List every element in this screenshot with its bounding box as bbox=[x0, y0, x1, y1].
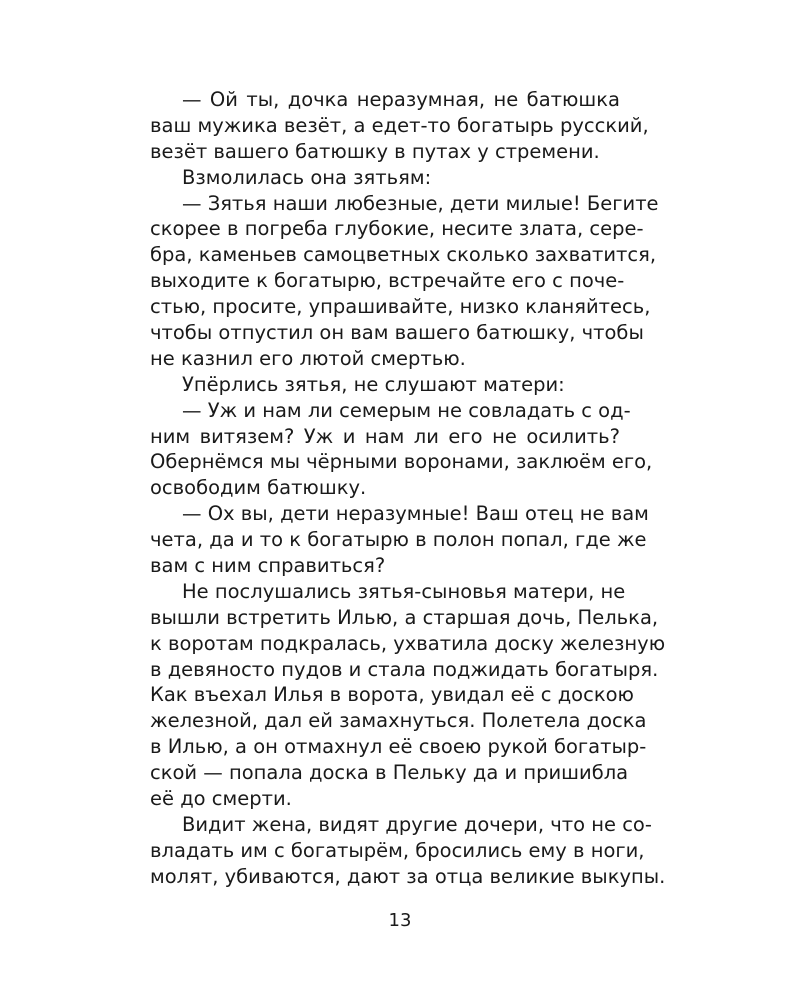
text-line: стью, просите, упрашивайте, низко кланяйтесь, bbox=[150, 295, 651, 319]
text-line: бра, каменьев самоцветных сколько захватится, bbox=[150, 243, 657, 267]
text-line: ваш мужика везёт, а едет-то богатырь русский, bbox=[150, 113, 649, 137]
text-line: — Ой ты, дочка неразумная, не батюшка bbox=[182, 88, 620, 111]
text-line: Не послушались зятья-сыновья матери, не bbox=[182, 579, 626, 603]
text-line: — Уж и нам ли семерым не совладать с од- bbox=[182, 398, 631, 422]
text-line: везёт вашего батюшку в путах у стремени. bbox=[150, 139, 600, 163]
text-line: молят, убиваются, дают за отца великие выкупы. bbox=[150, 864, 666, 888]
text-line: ской — попала доска в Пельку да и пришибла bbox=[150, 761, 629, 785]
text-line: — Ох вы, дети неразумные! Ваш отец не вам bbox=[182, 502, 649, 526]
text-line: Взмолилась она зятьям: bbox=[182, 165, 432, 189]
text-line: железной, дал ей замахнуться. Полетела доска bbox=[150, 709, 647, 733]
text-line: к воротам подкралась, ухватила доску железную bbox=[150, 631, 666, 655]
text-line: скорее в погреба глубокие, несите злата, сере- bbox=[150, 217, 644, 241]
text-line: её до смерти. bbox=[150, 787, 292, 811]
text-line: чета, да и то к богатырю в полон попал, где же bbox=[150, 528, 647, 552]
text-line: в Илью, а он отмахнул её своею рукой богатыр- bbox=[150, 735, 647, 759]
text-line: Упёрлись зятья, не слушают матери: bbox=[182, 372, 565, 396]
text-line: вам с ним справиться? bbox=[150, 554, 386, 578]
text-line: Обернёмся мы чёрными воронами, заклюём его, bbox=[150, 450, 653, 474]
text-line: Видит жена, видят другие дочери, что не со- bbox=[182, 812, 652, 836]
text-line: чтобы отпустил он вам вашего батюшку, чтобы bbox=[150, 321, 644, 345]
page-number: 13 bbox=[388, 910, 412, 931]
body-text bbox=[150, 87, 666, 890]
text-line: не казнил его лютой смертью. bbox=[150, 346, 466, 370]
text-line: выходите к богатырю, встречайте его с поче- bbox=[150, 269, 625, 293]
text-line: владать им с богатырём, бросились ему в ноги, bbox=[150, 838, 645, 862]
text-line: в девяносто пудов и стала поджидать богатыря. bbox=[150, 657, 659, 681]
text-line: — Зятья наши любезные, дети милые! Бегите bbox=[182, 191, 659, 215]
text-line: ним витязем? Уж и нам ли его не осилить? bbox=[150, 424, 620, 448]
text-line: освободим батюшку. bbox=[150, 476, 367, 500]
text-line: вышли встретить Илью, а старшая дочь, Пелька, bbox=[150, 605, 659, 629]
text-line: Как въехал Илья в ворота, увидал её с доскою bbox=[150, 683, 634, 707]
